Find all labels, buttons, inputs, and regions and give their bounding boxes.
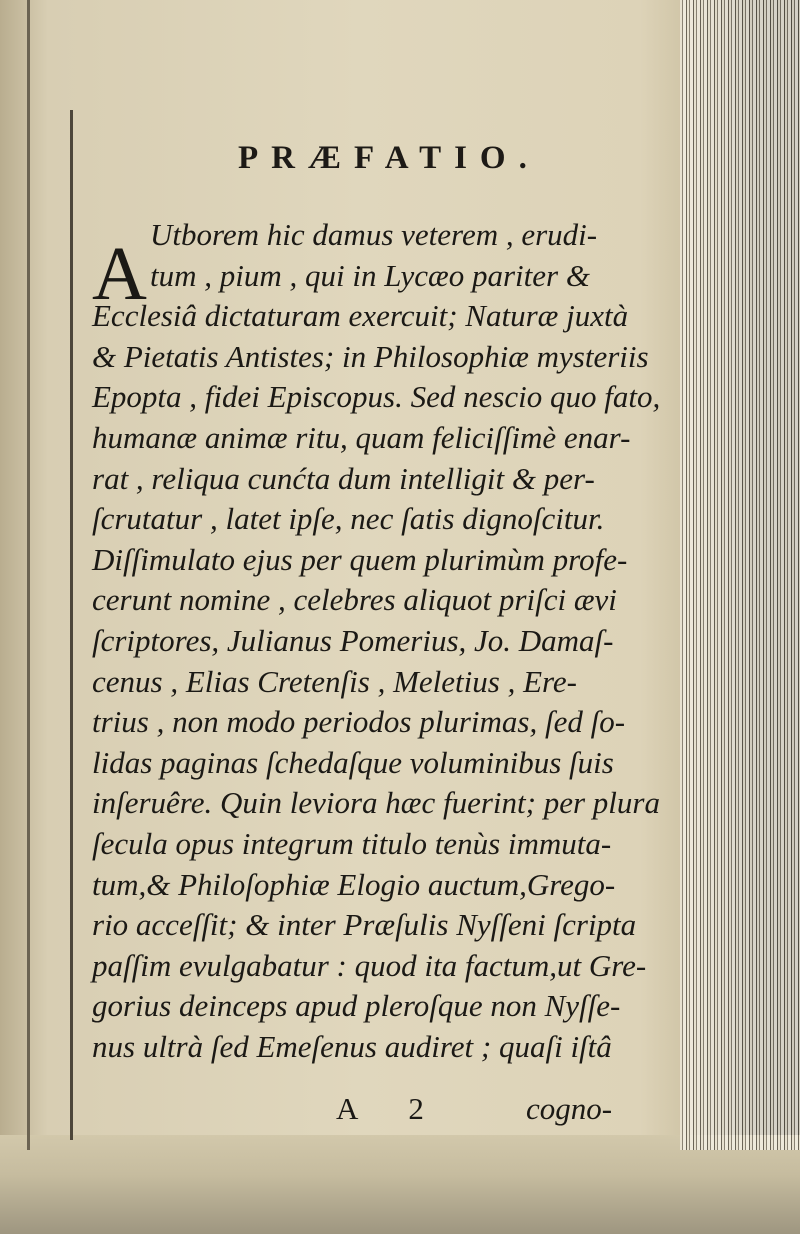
text-line: tum , pium , qui in Lycæo pariter & [150, 257, 590, 293]
book-fore-edge [680, 0, 800, 1150]
text-line: nus ultrà ſed Emeſenus audiret ; quaſi iſtâ [92, 1028, 612, 1064]
text-line: cenus , Elias Cretenſis , Meletius , Ere- [92, 663, 577, 699]
text-line: cerunt nomine , celebres aliquot priſci ævi [92, 582, 617, 618]
drop-capital: A [92, 232, 147, 316]
text-line: ſcriptores, Julianus Pomerius, Jo. Damaſ- [92, 622, 614, 658]
text-line: rat , reliqua cunćta dum intelligit & per- [92, 460, 595, 496]
text-line: & Pietatis Antistes; in Philosophiæ mysteriis [92, 338, 649, 374]
text-line: Diſſimulato ejus per quem plurimùm profe- [92, 541, 628, 577]
text-line: lidas paginas ſchedaſque voluminibus ſuis [92, 744, 614, 780]
text-line: ſecula opus integrum titulo tenùs immuta- [92, 825, 612, 861]
catchword: cogno- [526, 1091, 613, 1126]
text-line: paſſim evulgabatur : quod ita factum,ut Gre- [92, 947, 647, 983]
text-line: trius , non modo periodos plurimas, ſed ſo- [92, 704, 626, 740]
page-title: PRÆFATIO. [238, 140, 540, 176]
text-margin-rule [70, 110, 73, 1140]
body-text [92, 215, 677, 1067]
text-line: tum,& Philoſophiæ Elogio auctum,Grego- [92, 866, 616, 902]
text-line: gorius deinceps apud pleroſque non Nyſſe- [92, 988, 621, 1024]
signature-mark: A 2 [336, 1091, 446, 1126]
text-line: ſcrutatur , latet ipſe, nec ſatis dignoſcitur. [92, 501, 605, 537]
text-line: humanæ animæ ritu, quam feliciſſimè enar- [92, 419, 631, 455]
page-footer [0, 1091, 800, 1131]
text-line: rio acceſſit; & inter Præſulis Nyſſeni ſcripta [92, 907, 637, 943]
text-line: inſeruêre. Quin leviora hæc fuerint; per plura [92, 785, 660, 821]
bleed-through-margin [2, 240, 64, 1140]
text-line: Epopta , fidei Episcopus. Sed nescio quo fato, [92, 379, 661, 415]
text-line: Utborem hic damus veterem , erudi- [150, 217, 598, 252]
text-line: Ecclesiâ dictaturam exercuit; Naturæ juxtà [92, 298, 629, 334]
